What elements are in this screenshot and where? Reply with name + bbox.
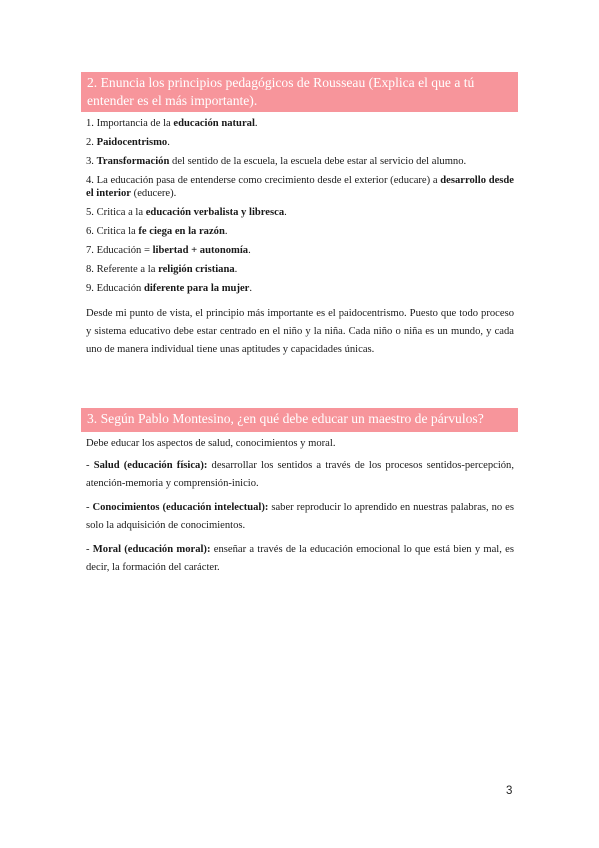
- intro-text: Debe educar los aspectos de salud, conocimientos y moral.: [86, 438, 336, 449]
- principle-item: 8. Referente a la religión cristiana.: [86, 264, 238, 275]
- aspect-item: - Salud (educación física): desarrollar los sentidos a través de los procesos sentidos-percepción, atención-memoria y comprensión-inicio.: [86, 460, 515, 489]
- rousseau-principles-list: [86, 117, 514, 301]
- aspect-item: - Moral (educación moral): enseñar a través de la educación emocional lo que está bien y mal, es decir, la formación del carácter.: [86, 544, 514, 573]
- page-number: 3: [506, 785, 513, 797]
- principle-item: 1. Importancia de la educación natural.: [86, 118, 258, 129]
- opinion-paragraph: [86, 305, 514, 359]
- montesino-list: [86, 436, 514, 583]
- aspect-item: - Conocimientos (educación intelectual): saber reproducir lo aprendido en nuestras palabras, no es solo la adquisición de conocimientos.: [86, 502, 514, 531]
- principle-item: 7. Educación = libertad + autonomía.: [86, 245, 251, 256]
- opinion-text: Desde mi punto de vista, el principio más importante es el paidocentrismo. Puesto que todo proceso y sistema educativo debe estar centrado en el niño y la niña. Cada niño o niña es un mundo, y cada uno de manera individual tiene unas aptitudes y capacidades únicas.: [86, 308, 514, 355]
- principle-item: 9. Educación diferente para la mujer.: [86, 283, 253, 294]
- principle-item: 3. Transformación del sentido de la escuela, la escuela debe estar al servicio del alumno.: [86, 156, 467, 167]
- section-3-title: 3. Según Pablo Montesino, ¿en qué debe educar un maestro de párvulos?: [81, 408, 518, 432]
- principle-item: 4. La educación pasa de entenderse como crecimiento desde el exterior (educare) a desarrollo desde el interior (educere).: [86, 175, 515, 199]
- section-2-title: 2. Enuncia los principios pedagógicos de Rousseau (Explica el que a tú entender es el más importante).: [81, 72, 518, 112]
- principle-item: 5. Critica a la educación verbalista y libresca.: [86, 207, 287, 218]
- principle-item: 6. Critica la fe ciega en la razón.: [86, 226, 228, 237]
- principle-item: 2. Paidocentrismo.: [86, 137, 170, 148]
